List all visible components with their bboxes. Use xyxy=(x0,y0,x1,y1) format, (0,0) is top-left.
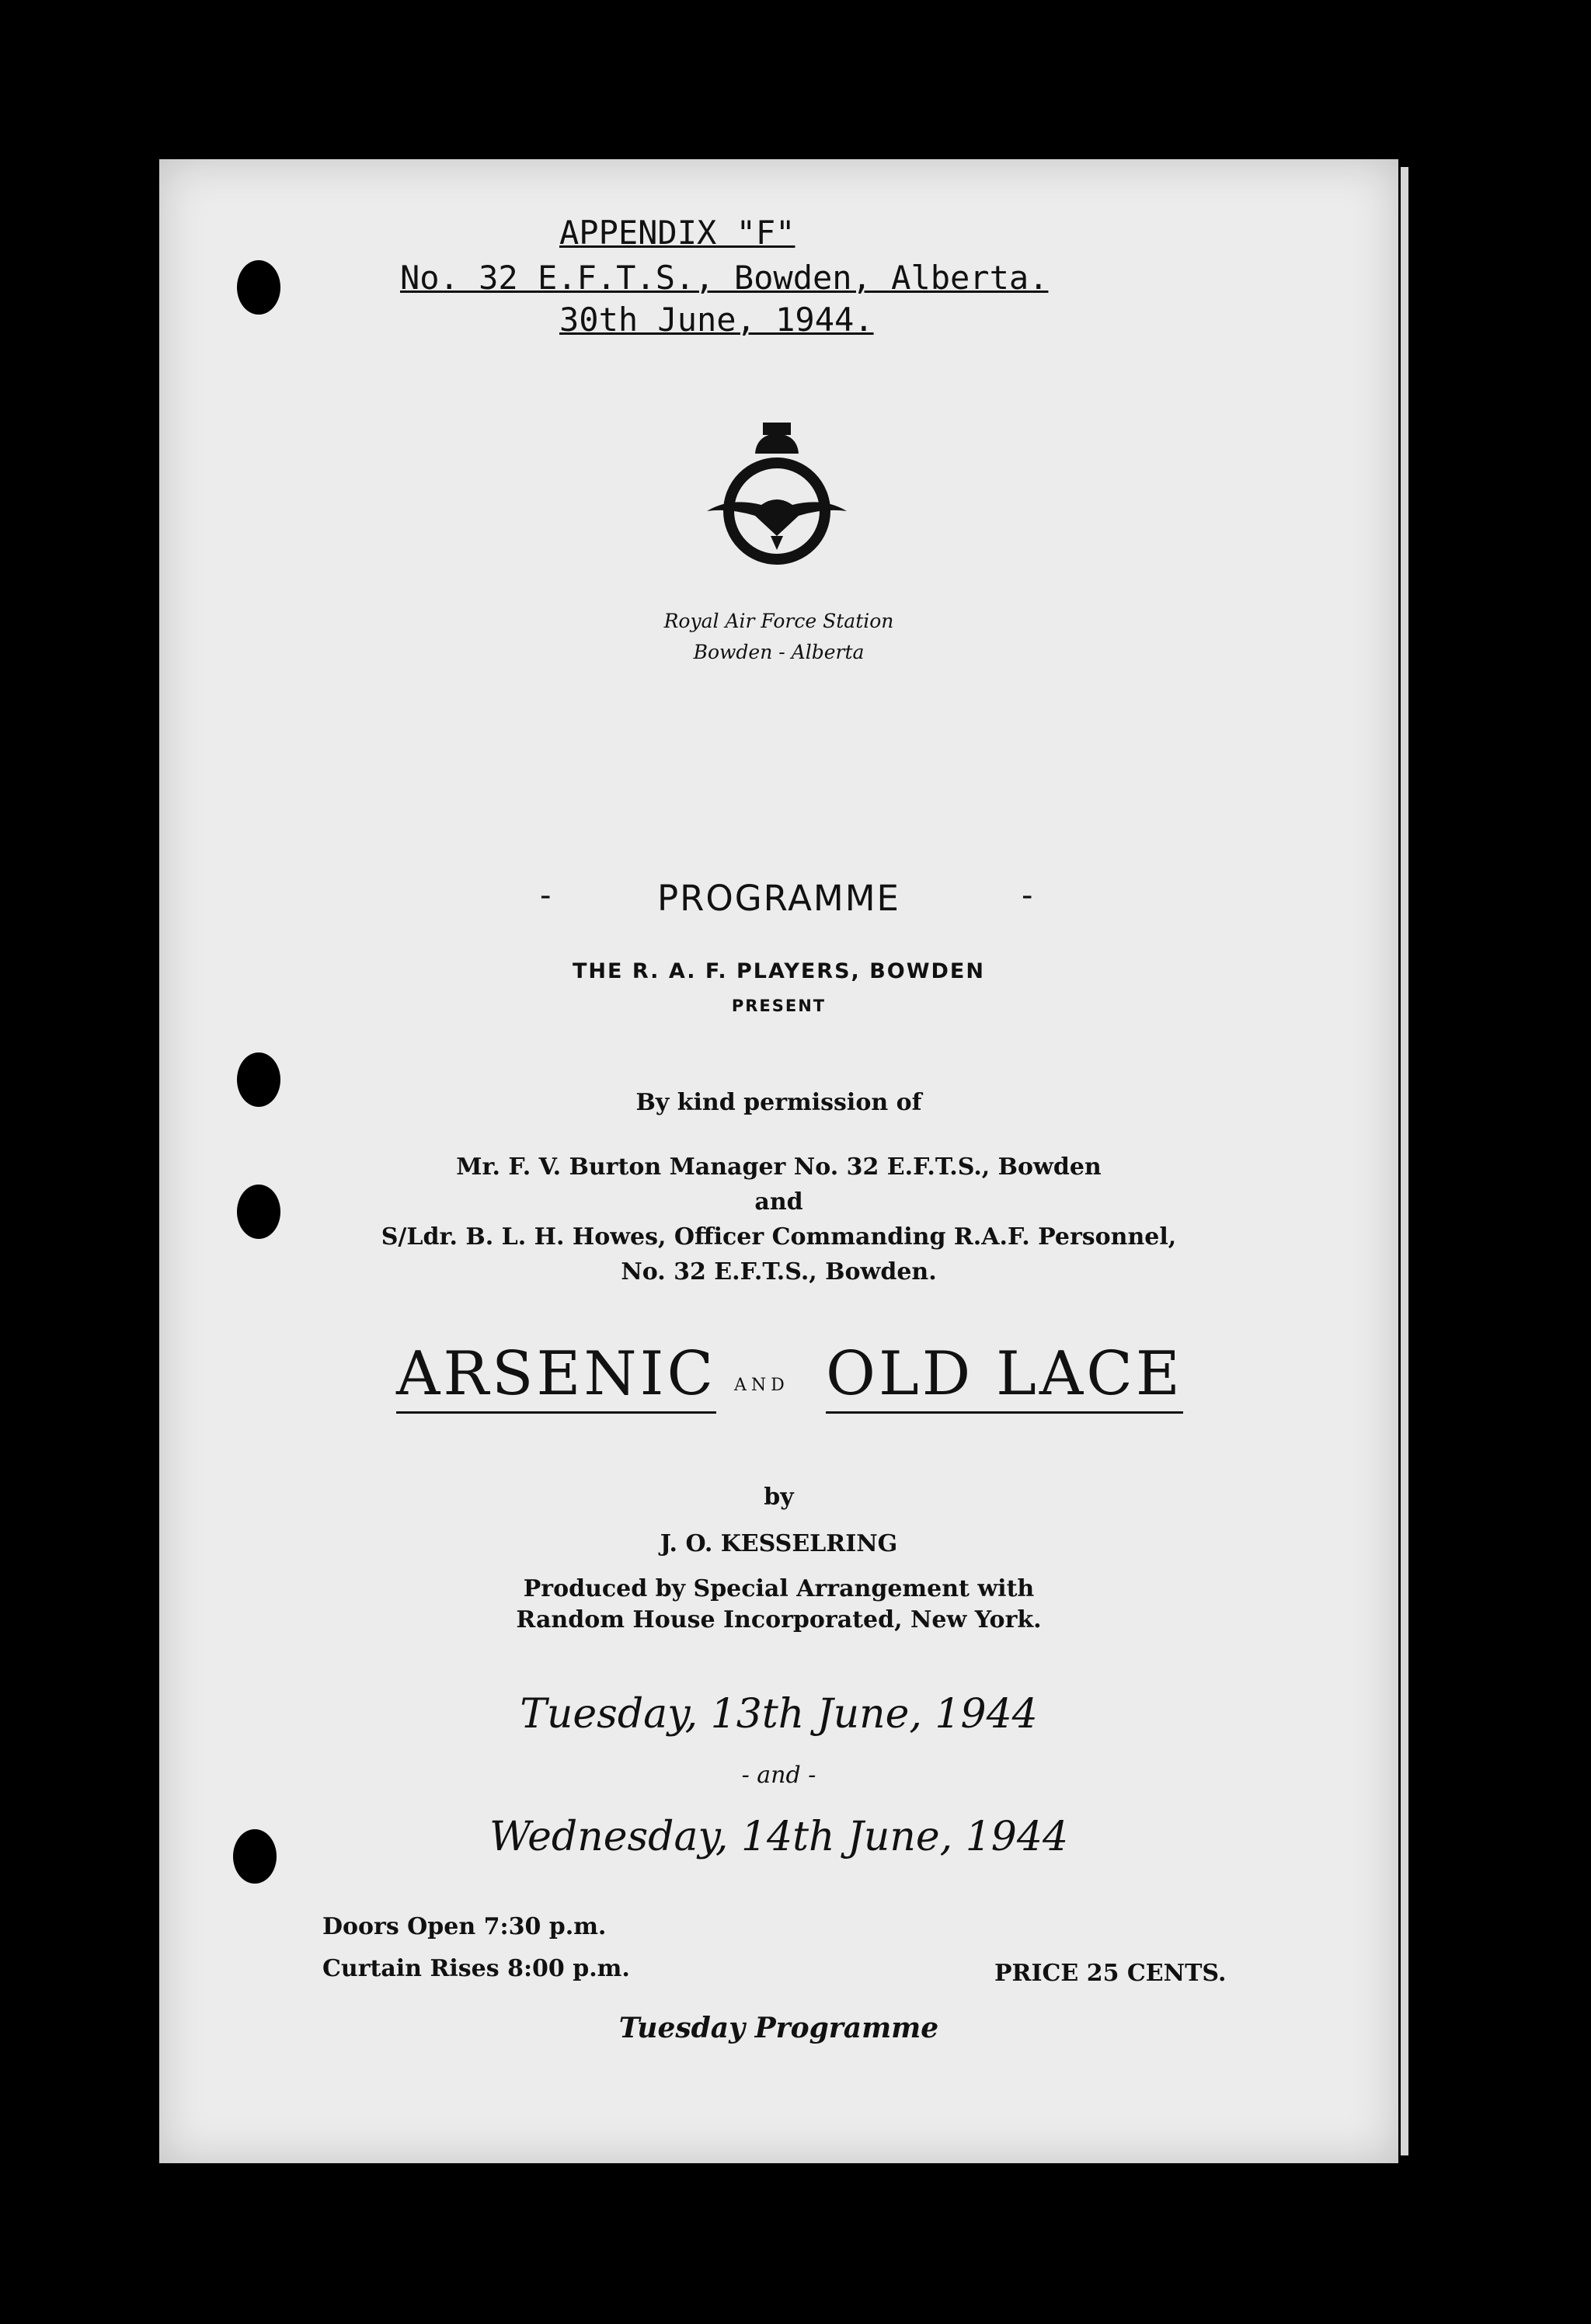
arrangement-line-1: Produced by Special Arrangement with xyxy=(523,1575,1035,1602)
arrangement-line-2: Random House Incorporated, New York. xyxy=(516,1606,1042,1633)
header-date: 30th June, 1944. xyxy=(559,301,874,339)
officer-unit-line: No. 32 E.F.T.S., Bowden. xyxy=(621,1258,937,1286)
presenters-line: THE R. A. F. PLAYERS, BOWDEN xyxy=(573,959,985,983)
second-performance-date: Wednesday, 14th June, 1944 xyxy=(489,1814,1069,1860)
edition-label: Tuesday Programme xyxy=(618,2012,939,2044)
dash-left: - xyxy=(540,878,553,913)
curtain-rises: Curtain Rises 8:00 p.m. xyxy=(322,1955,630,1982)
programme-page xyxy=(159,159,1398,2163)
and-line: and xyxy=(754,1188,803,1216)
play-title xyxy=(159,1340,1398,1425)
author-line: J. O. KESSELRING xyxy=(660,1530,898,1557)
title-arsenic: ARSENIC xyxy=(396,1340,716,1414)
manager-line: Mr. F. V. Burton Manager No. 32 E.F.T.S., Bowden xyxy=(456,1153,1102,1181)
title-and: AND xyxy=(734,1376,789,1395)
first-performance-date: Tuesday, 13th June, 1944 xyxy=(520,1691,1038,1738)
station-line-2: Bowden - Alberta xyxy=(693,641,865,663)
permission-line: By kind permission of xyxy=(635,1089,922,1116)
title-old-lace: OLD LACE xyxy=(826,1340,1183,1414)
unit-label: No. 32 E.F.T.S., Bowden, Alberta. xyxy=(400,259,1049,297)
doors-open: Doors Open 7:30 p.m. xyxy=(322,1913,607,1940)
raf-crest-icon xyxy=(699,419,855,575)
price: PRICE 25 CENTS. xyxy=(994,1960,1227,1987)
page-edge xyxy=(1401,167,1408,2155)
punch-hole-top xyxy=(237,260,280,315)
appendix-label: APPENDIX "F" xyxy=(559,214,796,252)
present-line: PRESENT xyxy=(731,997,827,1015)
dates-and: - and - xyxy=(741,1762,816,1789)
officer-line: S/Ldr. B. L. H. Howes, Officer Commanding R.A.F. Personnel, xyxy=(381,1223,1177,1251)
dash-right: - xyxy=(1022,878,1035,913)
station-line-1: Royal Air Force Station xyxy=(663,610,894,632)
programme-heading: PROGRAMME xyxy=(656,878,900,919)
by-line: by xyxy=(764,1484,794,1511)
programme-heading-row xyxy=(159,878,1398,919)
